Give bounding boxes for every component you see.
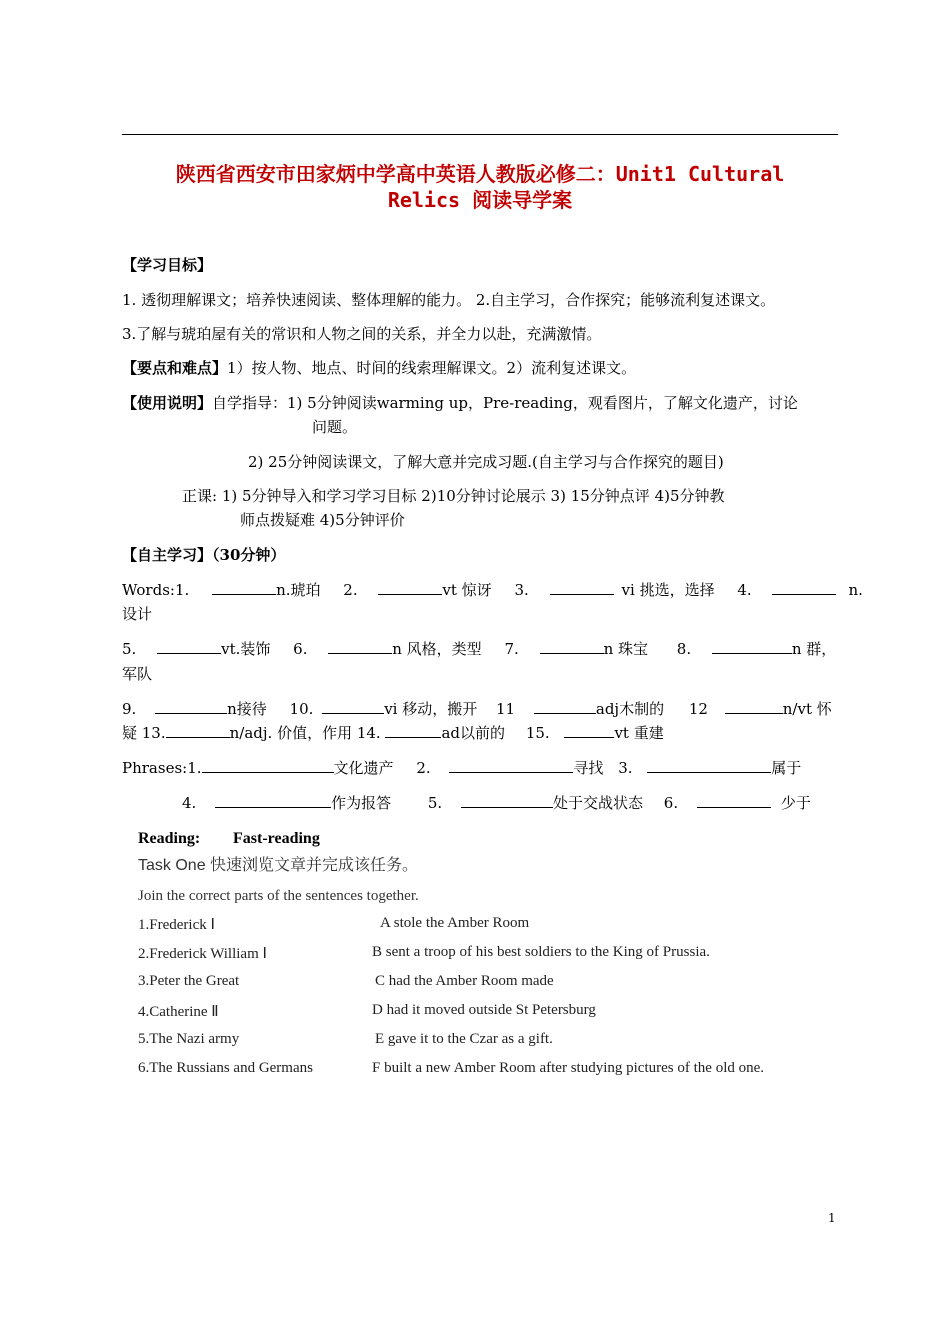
match-right-b: B sent a troop of his best soldiers to the King of Prussia. [372,944,710,960]
word-blank-9[interactable] [155,699,227,714]
words-row3b: 疑 13. n/adj. 价值，作用 14. ad以前的 15. vt 重建 [122,724,664,742]
word-blank-11[interactable] [534,699,596,714]
match-right-c: C had the Amber Room made [375,973,554,989]
task-instruction: Join the correct parts of the sentences together. [138,888,419,904]
word-blank-2[interactable] [378,580,442,595]
usage-line1b: 问题。 [312,418,358,436]
self-study-heading: 【自主学习】（30分钟） [122,546,286,564]
key-points-text: 1）按人物、地点、时间的线索理解课文。2）流利复述课文。 [227,359,637,377]
phrase-blank-4[interactable] [215,793,331,808]
word-blank-12[interactable] [725,699,783,714]
reading-heading [138,828,320,849]
words-row3: 9. n接待 10. vi 移动，搬开 11 adj木制的 12 n/vt 怀 [122,700,832,718]
words-label: Words: [122,581,175,599]
match-right-e: E gave it to the Czar as a gift. [375,1031,553,1047]
key-points-heading: 【要点和难点】 [122,359,228,377]
word-blank-1[interactable] [212,580,276,595]
words-row1b: 设计 [122,605,153,623]
usage-heading: 【使用说明】 [122,394,213,412]
match-right-d: D had it moved outside St Petersburg [372,1002,596,1018]
word-blank-5[interactable] [157,639,221,654]
page-number: 1 [828,1211,836,1225]
word-blank-3[interactable] [550,580,614,595]
match-right-f: F built a new Amber Room after studying pictures of the old one. [372,1060,765,1076]
doc-title-line2: Relics 阅读导学案 [387,188,573,212]
phrases-row2: 4. 作为报答 5. 处于交战状态 6. 少于 [182,794,811,812]
usage-line3b: 师点拨疑难 4)5分钟评价 [240,511,405,529]
word-blank-7[interactable] [540,639,604,654]
word-blank-14[interactable] [385,723,441,738]
phrase-blank-6[interactable] [697,793,771,808]
phrases-label: Phrases: [122,759,188,777]
words-row2: 5. vt.装饰 6. n 风格，类型 7. n 珠宝 8. n 群， [122,640,837,658]
usage-line1 [122,393,798,413]
task-one: Task One 快速浏览文章并完成该任务。 [138,857,419,874]
match-left-6: 6.The Russians and Germans [138,1060,313,1076]
word-blank-8[interactable] [712,639,792,654]
phrase-blank-5[interactable] [461,793,553,808]
key-points [122,358,636,378]
header-rule [122,134,838,135]
words-row2b: 军队 [122,665,153,683]
match-left-3: 3.Peter the Great [138,973,240,989]
word-blank-13[interactable] [166,723,230,738]
word-blank-10[interactable] [322,699,384,714]
match-left-1: 1.Frederick Ⅰ [138,917,215,933]
phrase-blank-3[interactable] [647,758,771,773]
words-row1: Words:1. n.琥珀 2. vt 惊讶 3. vi 挑选，选择 4. n. [122,581,863,599]
doc-title-line1: 陕西省西安市田家炳中学高中英语人教版必修二：Unit1 Cultural [175,162,785,186]
usage-line2: 2) 25分钟阅读课文，了解大意并完成习题.(自主学习与合作探究的题目) [248,453,724,471]
objectives-line1: 1. 透彻理解课文；培养快速阅读、整体理解的能力。 2.自主学习，合作探究；能够流利复述课文。 [122,291,776,309]
phrase-blank-1[interactable] [202,758,334,773]
phrase-blank-2[interactable] [449,758,573,773]
match-left-2: 2.Frederick William Ⅰ [138,946,267,962]
usage-text1: 自学指导：1) 5分钟阅读warming up，Pre-reading，观看图片，了解文化遗产，讨论 [212,394,798,412]
phrases-row1: Phrases:1. 文化遗产 2. 寻找 3. 属于 [122,759,802,777]
word-blank-4[interactable] [772,580,836,595]
reading-label: Reading: [138,830,201,847]
usage-line3: 正课: 1) 5分钟导入和学习学习目标 2)10分钟讨论展示 3) 15分钟点评 4)5分钟教 [182,487,725,505]
word-blank-15[interactable] [564,723,614,738]
objectives-heading: 【学习目标】 [122,256,213,274]
reading-sub: Fast-reading [233,830,320,847]
match-left-5: 5.The Nazi army [138,1031,240,1047]
match-right-a: A stole the Amber Room [380,915,530,931]
objectives-line2: 3.了解与琥珀屋有关的常识和人物之间的关系，并全力以赴，充满激情。 [122,325,602,343]
match-left-4: 4.Catherine Ⅱ [138,1004,219,1020]
word-blank-6[interactable] [328,639,392,654]
